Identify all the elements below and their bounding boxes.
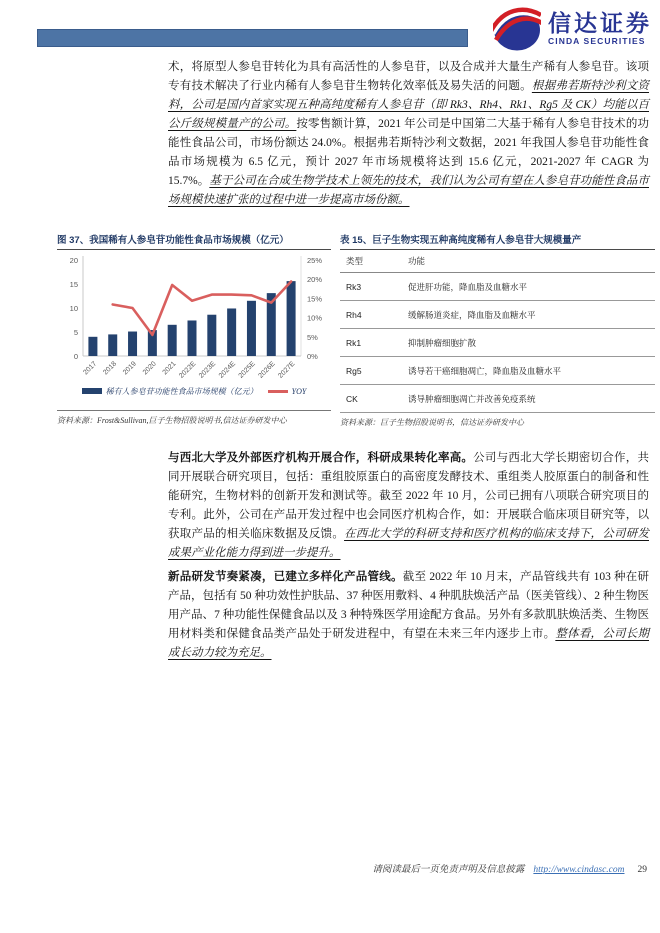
right-axis-tick: 15%	[307, 294, 323, 304]
cell-type: Rk3	[346, 281, 362, 292]
table-row	[340, 357, 655, 385]
cell-type: Rk1	[346, 337, 362, 348]
page-footer	[372, 861, 647, 875]
left-axis-tick: 5	[73, 328, 78, 337]
right-axis-tick: 10%	[307, 313, 323, 323]
bar	[247, 301, 256, 356]
legend-item-line	[268, 387, 307, 396]
footer-url-link[interactable]: http://www.cindasc.com	[533, 865, 625, 875]
table-row	[340, 301, 655, 329]
x-axis-tick: 2027E	[277, 360, 297, 380]
paragraph-product-pipeline	[168, 568, 649, 663]
x-axis-tick: 2017	[82, 360, 99, 377]
header-accent-bar	[37, 29, 468, 47]
p1-emphasis-1: 根据弗若斯特沙利文资料，公司是国内首家实现五种高纯度稀有人参皂苷（即 Rk3、Rh4、Rk1、Rg5 及 CK）均能以百公斤级规模量产的公司。	[168, 80, 649, 130]
cell-type: CK	[346, 393, 358, 404]
paragraph-market-size	[168, 58, 649, 210]
bar-swatch-icon	[82, 388, 102, 394]
yoy-line	[113, 282, 291, 335]
paragraph-research-cooperation	[168, 449, 649, 563]
x-axis-tick: 2021	[161, 360, 178, 377]
legend-item-bar	[82, 386, 258, 397]
cell-func: 抑制肿瘤细胞扩散	[408, 337, 477, 348]
page-number: 29	[637, 865, 647, 875]
x-axis-tick: 2020	[141, 360, 158, 377]
cell-type: Rg5	[346, 365, 362, 376]
table-row	[340, 385, 655, 413]
logo-name-en: CINDA SECURITIES	[548, 36, 646, 47]
cell-type: Rh4	[346, 309, 362, 320]
left-axis-tick: 20	[69, 256, 78, 265]
table-header-row	[340, 250, 655, 273]
x-axis-tick: 2018	[102, 360, 119, 377]
chart-legend	[57, 384, 331, 398]
cell-func: 促进肝功能，降血脂及血糖水平	[408, 281, 528, 292]
p3-text: 截至 2022 年 10 月末，产品管线共有 103 种在研产品，包括有 50 种功效性护肤品、37 种医用敷料、4 种肌肤焕活产品（医美管线）、2 种生物医用产品、7 种功能性保健食品以及 3 种特殊医学用途配方食品。另外有多款肌肤焕活类、生物医用材料类和保健食品类产品处于研发进程中，有望在未来三年内逐步上市。	[168, 571, 649, 640]
bar	[128, 332, 137, 356]
cell-func: 诱导若干癌细胞凋亡，降血脂及血糖水平	[408, 365, 562, 376]
x-axis-tick: 2025E	[237, 360, 257, 380]
bar	[108, 334, 117, 356]
legend-bar-label: 稀有人参皂苷功能性食品市场规模（亿元）	[105, 386, 258, 396]
p1-text-1: 术，将原型人参皂苷转化为具有高活性的人参皂苷，以及合成并大量生产稀有人参皂苷。该项专有技术解决了行业内稀有人参皂苷生物转化效率低及易失活的问题。	[168, 61, 649, 92]
table-row	[340, 329, 655, 357]
bar	[287, 281, 296, 356]
col-header-func: 功能	[408, 256, 426, 266]
table-row	[340, 273, 655, 301]
x-axis-tick: 2022E	[178, 360, 198, 380]
p3-emphasis: 整体看，公司长期成长动力较为充足。	[168, 628, 650, 659]
p2-emphasis: 在西北大学的科研支持和医疗机构的临床支持下，公司研发成果产业化能力得到进一步提升。	[168, 528, 649, 559]
p3-lead-bold: 新品研发节奏紧凑，已建立多样化产品管线。	[168, 571, 403, 583]
table-title: 表 15、巨子生物实现五种高纯度稀有人参皂苷大规模量产	[340, 232, 655, 250]
p2-lead-bold: 与西北大学及外部医疗机构开展合作，科研成果转化率高。	[168, 452, 474, 464]
left-axis-tick: 15	[69, 280, 78, 289]
bar	[168, 325, 177, 356]
x-axis-tick: 2026E	[257, 360, 277, 380]
cell-func: 缓解肠道炎症，降血脂及血糖水平	[408, 309, 536, 320]
p1-emphasis-2: 基于公司在合成生物学技术上领先的技术，我们认为公司有望在人参皂苷功能性食品市场规模快速扩张的过程中进一步提高市场份额。	[168, 175, 649, 206]
left-axis-tick: 10	[69, 304, 78, 313]
p1-text-2: 按零售额计算，2021 年公司是中国第二大基于稀有人参皂苷技术的功能性食品公司，市场份额达 24.0%。根据弗若斯特沙利文数据，2021 年我国人参皂苷功能性食品市场规模为 6.5 亿元，预计 2027 年市场规模将达到 15.6 亿元，2021-2027 年 CAGR 为 15.7%。	[168, 118, 650, 187]
chart-card	[57, 232, 331, 426]
right-axis-tick: 25%	[307, 256, 323, 265]
logo-name-cn: 信达证券	[548, 10, 652, 37]
cell-func: 诱导肿瘤细胞凋亡并改善免疫系统	[408, 393, 536, 404]
company-logo	[493, 6, 652, 52]
logo-globe-icon	[493, 6, 541, 52]
table-source: 资料来源：巨子生物招股说明书，信达证券研发中心	[340, 418, 524, 427]
bar	[227, 308, 236, 356]
legend-line-label: YOY	[291, 386, 307, 396]
right-axis-tick: 0%	[307, 352, 318, 361]
footer-disclaimer: 请阅读最后一页免责声明及信息披露	[372, 865, 525, 875]
p2-text: 公司与西北大学长期密切合作，共同开展联合研究项目，包括：重组胶原蛋白的高密度发酵技术、重组类人胶原蛋白的制备和性能研究，生物材料的创新开发和测试等。截至 2022 年 10 月，公司已拥有八项联合研究项目的专利。此外，公司在产品开发过程中也会同医疗机构合作，如：开展联合临床项目研究等，以获取产品的相关临床数据及反馈。	[168, 452, 649, 540]
x-axis-tick: 2023E	[197, 360, 218, 380]
left-axis-tick: 0	[73, 352, 78, 361]
bar	[188, 320, 197, 356]
col-header-type: 类型	[346, 256, 364, 266]
market-chart	[57, 252, 331, 384]
x-axis-tick: 2024E	[217, 360, 238, 380]
chart-source: 资料来源：Frost&Sullivan,巨子生物招股说明书,信达证券研发中心	[57, 410, 331, 426]
right-axis-tick: 5%	[307, 332, 318, 342]
chart-title: 图 37、我国稀有人参皂苷功能性食品市场规模（亿元）	[57, 232, 331, 250]
bar	[207, 315, 216, 356]
bar	[88, 337, 97, 356]
x-axis-tick: 2019	[121, 360, 138, 377]
line-swatch-icon	[268, 390, 288, 393]
right-axis-tick: 20%	[307, 275, 323, 285]
ginsenoside-table	[340, 250, 655, 413]
table-card	[340, 232, 655, 428]
